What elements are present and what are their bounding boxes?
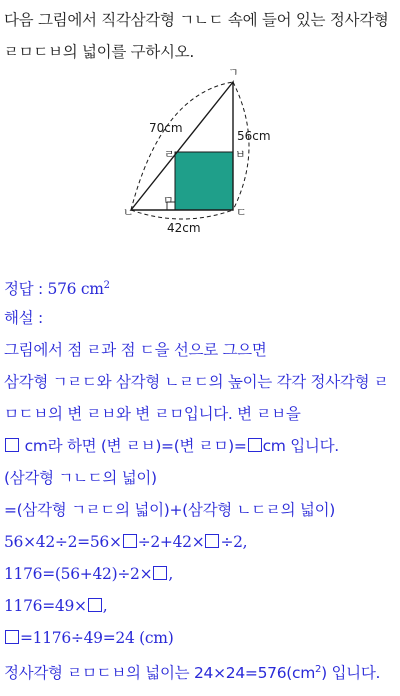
final-part-b: ) 입니다.: [321, 664, 381, 683]
equation-3: [4, 590, 398, 622]
answer-label: 정답 :: [4, 280, 48, 299]
base-arc: [131, 210, 233, 219]
answer-value: 576 cm: [47, 280, 104, 299]
eq3-part-a: 1176=49×: [4, 597, 87, 615]
eq2-part-a: 1176=(56+42)÷2×: [4, 565, 153, 583]
blank-box-icon: [123, 534, 137, 548]
cm-line-b: cm 입니다.: [262, 437, 339, 455]
blank-box-icon: [205, 534, 219, 548]
vertical-arc: [233, 82, 249, 210]
label-right-point: ㅂ: [235, 148, 246, 161]
eq1-part-a: 56×42÷2=56×: [4, 533, 122, 551]
area-label: (삼각형 ㄱㄴㄷ의 넓이): [4, 469, 157, 487]
eq1-part-b: ÷2+42×: [137, 533, 205, 551]
explain-label: 해설 :: [4, 309, 43, 327]
eq2-part-b: ,: [168, 565, 173, 583]
eq1-part-c: ÷2,: [220, 533, 248, 551]
equation-4: [4, 622, 398, 654]
solution-block: [4, 270, 398, 689]
answer-line: [4, 270, 398, 302]
eq3-part-b: ,: [102, 597, 108, 615]
final-exponent: 2: [315, 664, 322, 675]
answer-exponent: 2: [103, 280, 110, 291]
label-bottom-left: ㄴ: [123, 206, 134, 219]
blank-box-icon: [5, 438, 19, 452]
equation-1: [4, 526, 398, 558]
dim-base: 42cm: [167, 221, 201, 235]
blank-box-icon: [248, 438, 262, 452]
triangle-figure: [115, 66, 290, 236]
label-hyp-point: ㄹ: [164, 148, 175, 161]
final-answer-line: [4, 654, 398, 689]
area-equation: =(삼각형 ㄱㄹㄷ의 넓이)+(삼각형 ㄴㄷㄹ의 넓이): [4, 501, 335, 519]
label-base-point: ㅁ: [163, 194, 174, 207]
eq4-text: =1176÷49=24 (cm): [20, 629, 174, 647]
cm-line-a: cm라 하면 (변 ㄹㅂ)=(변 ㄹㅁ)=: [20, 437, 247, 455]
inscribed-square: [175, 152, 233, 210]
label-bottom-right: ㄷ: [236, 206, 247, 219]
triangle-diagram: [115, 66, 290, 236]
equation-2: [4, 558, 398, 590]
dim-hypotenuse: 70cm: [149, 121, 183, 135]
dim-vertical: 56cm: [237, 129, 271, 143]
label-top: ㄱ: [228, 66, 239, 79]
explain-line-2: 삼각형 ㄱㄹㄷ와 삼각형 ㄴㄹㄷ의 높이는 각각 정사각형 ㄹㅁㄷㅂ의 변 ㄹㅂ와 변 ㄹㅁ입니다. 변 ㄹㅂ을: [4, 373, 389, 423]
blank-box-icon: [5, 630, 19, 644]
blank-box-icon: [88, 598, 102, 612]
final-part-a: 정사각형 ㄹㅁㄷㅂ의 넓이는 24×24=576(cm: [4, 664, 316, 683]
explain-line-3: [4, 430, 398, 462]
blank-box-icon: [153, 566, 167, 580]
explain-line-1: 그림에서 점 ㄹ과 점 ㄷ을 선으로 그으면: [4, 341, 267, 359]
problem-text: 다음 그림에서 직각삼각형 ㄱㄴㄷ 속에 들어 있는 정사각형 ㄹㅁㄷㅂ의 넓이를 구하시오.: [4, 11, 389, 61]
